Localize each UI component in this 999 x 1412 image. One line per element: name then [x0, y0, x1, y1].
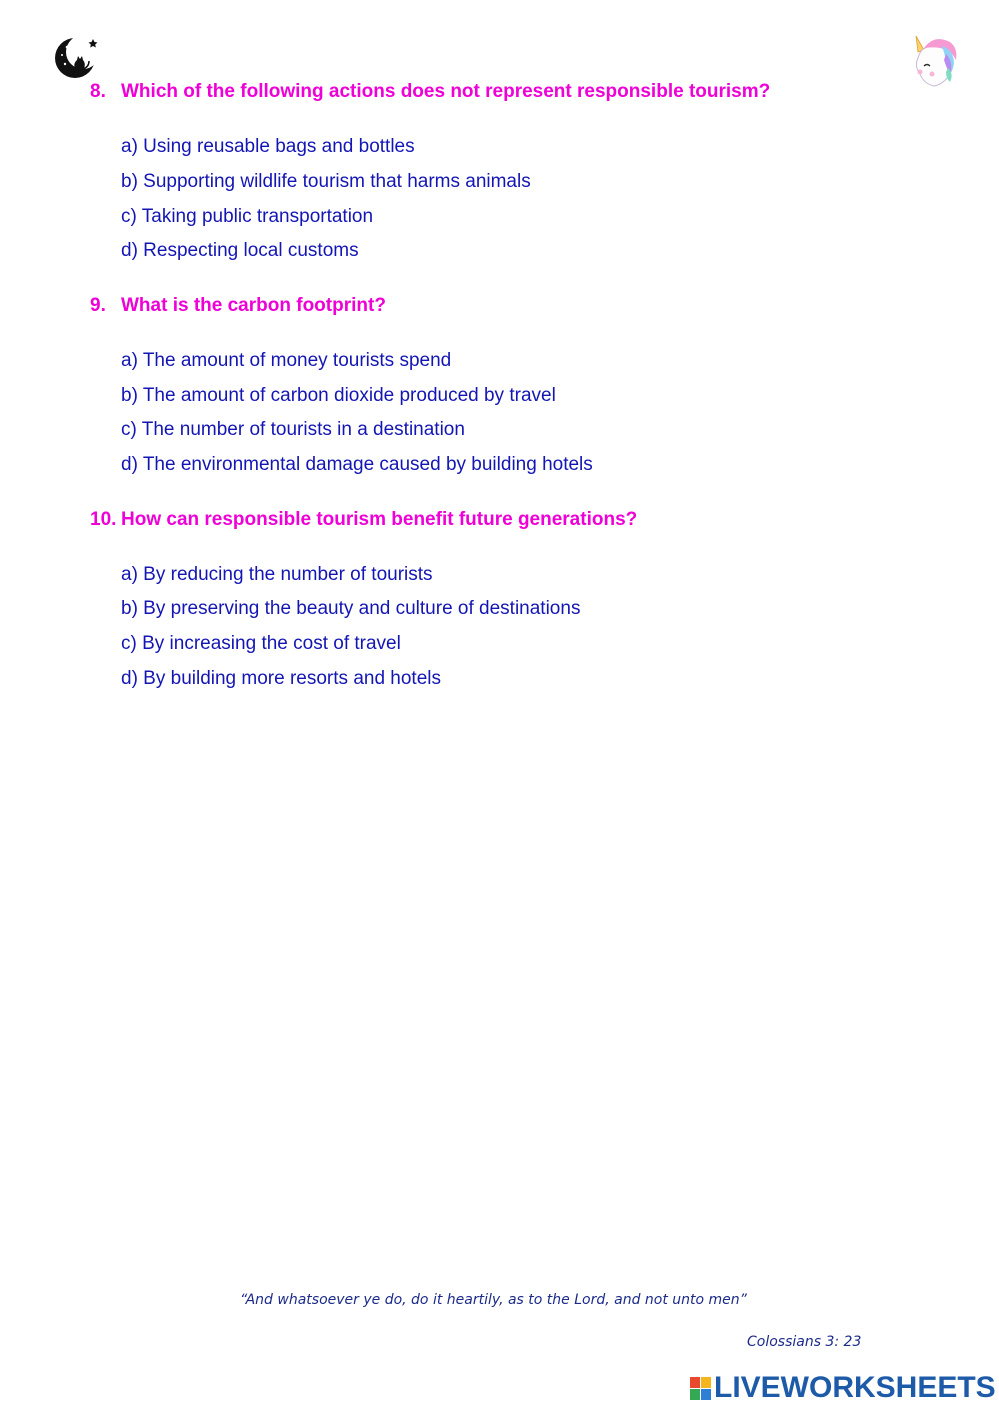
question-text: Which of the following actions does not represent responsible tourism? [121, 81, 771, 102]
option-9c: c) The number of tourists in a destination [121, 419, 465, 440]
option-8b: b) Supporting wildlife tourism that harms animals [121, 171, 531, 192]
option-10d: d) By building more resorts and hotels [121, 668, 441, 689]
option-10b: b) By preserving the beauty and culture of destinations [121, 598, 581, 619]
liveworksheets-logo[interactable] [690, 1372, 996, 1404]
question-text: What is the carbon footprint? [121, 295, 386, 316]
footer-quote: “And whatsoever ye do, do it heartily, as to the Lord, and not unto men” [240, 1292, 747, 1308]
option-8c: c) Taking public transportation [121, 206, 374, 227]
question-number: 9. [90, 295, 106, 316]
option-8d: d) Respecting local customs [121, 240, 359, 261]
question-number: 8. [90, 81, 106, 102]
liveworksheets-mark-icon [690, 1377, 711, 1400]
option-9a: a) The amount of money tourists spend [121, 350, 452, 371]
option-10c: c) By increasing the cost of travel [121, 633, 401, 654]
moon-cat-icon [53, 33, 101, 81]
option-8a: a) Using reusable bags and bottles [121, 136, 415, 157]
question-text: How can responsible tourism benefit future generations? [121, 509, 638, 530]
option-10a: a) By reducing the number of tourists [121, 564, 433, 585]
question-number: 10. [90, 509, 117, 530]
question-10 [90, 509, 637, 531]
option-9d: d) The environmental damage caused by building hotels [121, 454, 593, 475]
option-9b: b) The amount of carbon dioxide produced by travel [121, 385, 556, 406]
question-8 [90, 81, 770, 103]
brand-text: LIVEWORKSHEETS [714, 1371, 996, 1404]
unicorn-icon [902, 28, 964, 90]
footer-reference: Colossians 3: 23 [747, 1334, 862, 1350]
question-9 [90, 295, 386, 317]
